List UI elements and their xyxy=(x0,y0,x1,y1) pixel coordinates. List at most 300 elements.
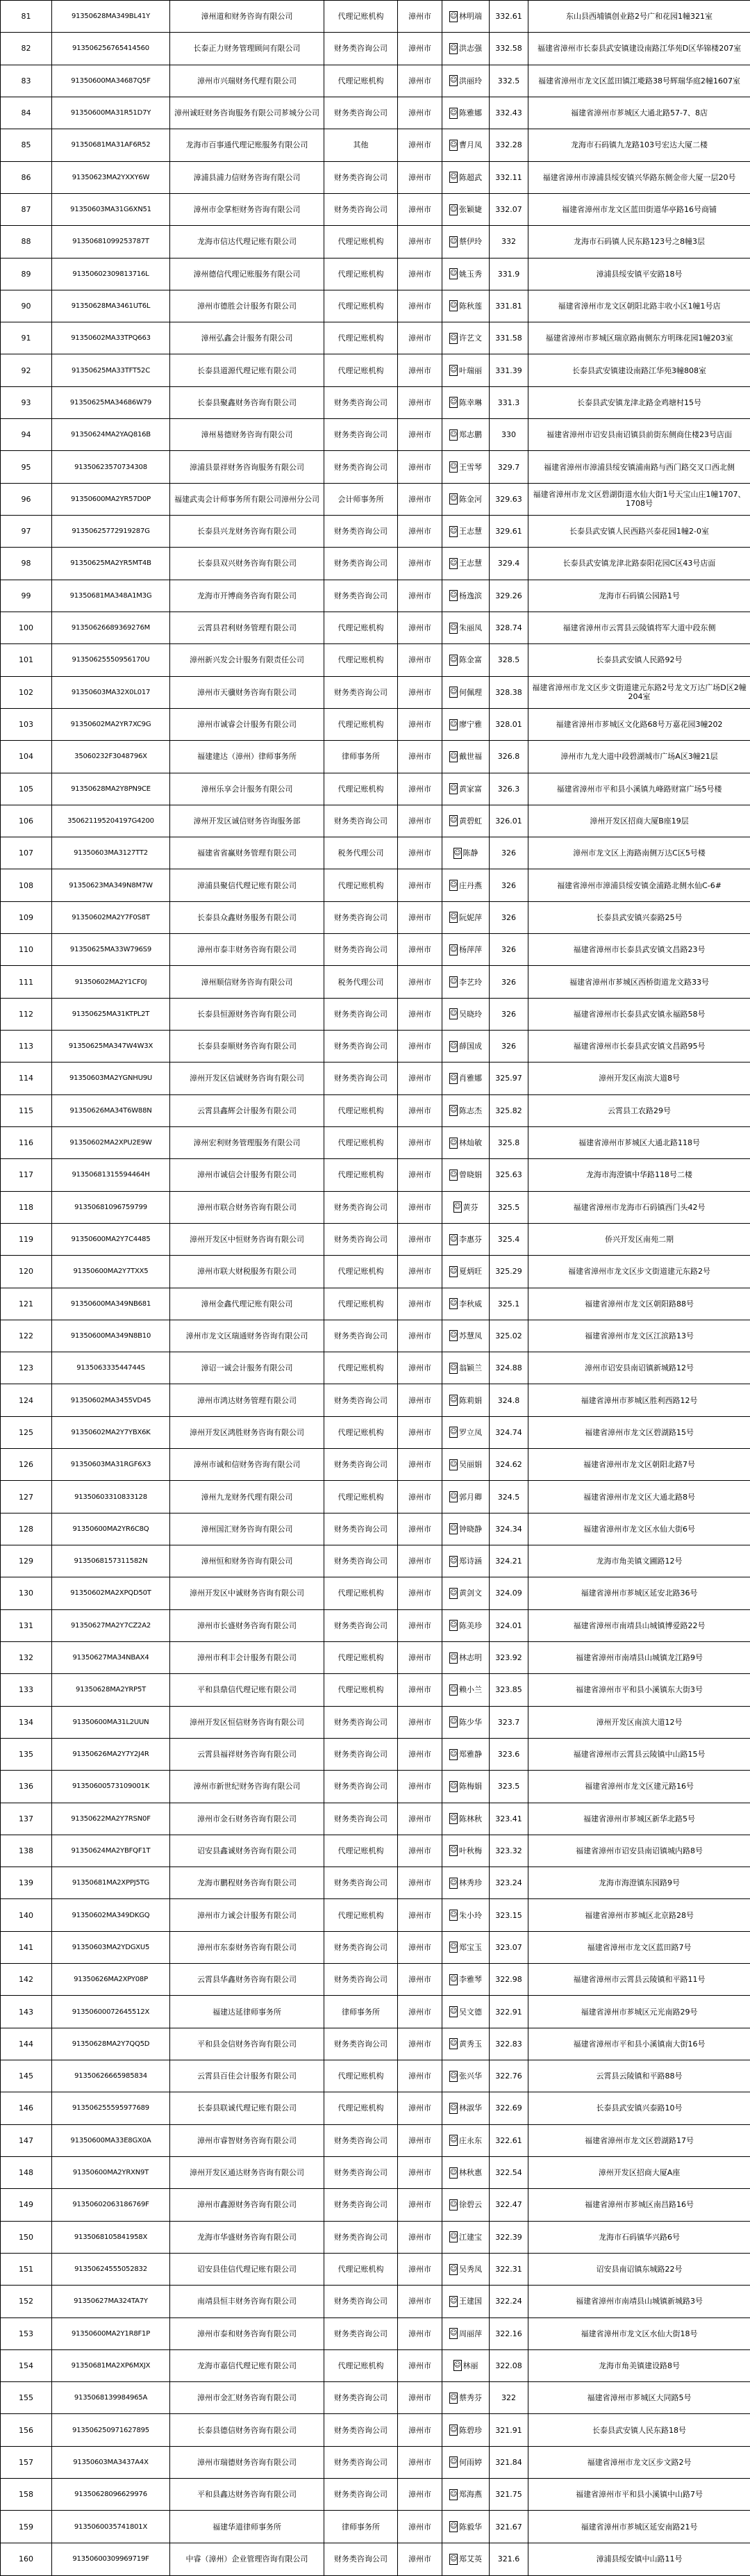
legal-rep-cell xyxy=(442,97,490,129)
row-index-cell: 82 xyxy=(1,33,52,65)
score-cell: 326 xyxy=(490,966,528,998)
org-name-cell: 平和县鑫达财务咨询有限公司 xyxy=(170,2479,324,2511)
row-index-cell: 113 xyxy=(1,1031,52,1063)
credit-code-cell: 91350681MA2XPPJ5TG xyxy=(52,1867,170,1899)
table-row xyxy=(1,193,750,225)
portrait-icon: ☺ xyxy=(449,140,458,151)
legal-rep-name: 陈秋莲 xyxy=(459,301,482,311)
org-name-cell: 漳州宏利财务管理服务有限公司 xyxy=(170,1126,324,1158)
org-name-cell: 漳州市龙文区瑞通财务咨询有限公司 xyxy=(170,1320,324,1352)
legal-rep-name: 庄丹燕 xyxy=(459,880,482,890)
org-name-cell: 龙海市信达代理记账有限公司 xyxy=(170,226,324,258)
table-row xyxy=(1,741,750,773)
legal-rep-wrapper xyxy=(442,1427,489,1438)
portrait-icon: ☺ xyxy=(449,719,458,730)
address-cell: 漳州市诏安县南诏镇新城路12号 xyxy=(528,1352,750,1384)
legal-rep-name: 黄秀玉 xyxy=(459,2039,482,2049)
table-row xyxy=(1,2511,750,2543)
legal-rep-cell xyxy=(442,419,490,451)
city-cell: 漳州市 xyxy=(398,1449,442,1481)
legal-rep-cell xyxy=(442,1031,490,1063)
address-cell: 漳州开发区招商大厦B座19层 xyxy=(528,805,750,837)
credit-code-cell: 91350600MA2YR6C8Q xyxy=(52,1513,170,1545)
row-index-cell: 159 xyxy=(1,2511,52,2543)
legal-rep-name: 姚玉秀 xyxy=(459,269,482,279)
org-name-cell: 漳州市德胜会计服务有限公司 xyxy=(170,290,324,322)
score-cell: 322.16 xyxy=(490,2317,528,2349)
portrait-icon: ☺ xyxy=(449,1523,458,1534)
table-body xyxy=(1,1,750,2576)
legal-rep-wrapper xyxy=(442,880,489,891)
portrait-icon: ☺ xyxy=(449,751,458,762)
table-row xyxy=(1,1931,750,1963)
portrait-icon: ☺ xyxy=(449,655,458,666)
row-index-cell: 106 xyxy=(1,805,52,837)
city-cell: 漳州市 xyxy=(398,1513,442,1545)
org-name-cell: 福建华道律师事务所 xyxy=(170,2511,324,2543)
org-name-cell: 漳州市新世纪财务咨询有限公司 xyxy=(170,1771,324,1803)
legal-rep-name: 蔡秀芬 xyxy=(459,2393,482,2403)
legal-rep-wrapper xyxy=(442,2360,489,2371)
score-cell: 329.4 xyxy=(490,548,528,580)
credit-code-cell: 91350627MA34NBAX4 xyxy=(52,1641,170,1673)
legal-rep-wrapper xyxy=(442,1910,489,1921)
row-index-cell: 158 xyxy=(1,2479,52,2511)
legal-rep-wrapper xyxy=(442,944,489,955)
score-cell: 326 xyxy=(490,998,528,1030)
legal-rep-wrapper xyxy=(442,2071,489,2082)
portrait-icon: ☺ xyxy=(449,687,458,698)
address-cell: 长泰县武安镇兴泰路25号 xyxy=(528,901,750,933)
table-row xyxy=(1,2317,750,2349)
city-cell: 漳州市 xyxy=(398,193,442,225)
credit-code-cell: 91350622MA2Y7RSN0F xyxy=(52,1803,170,1835)
org-type-cell: 财务类咨询公司 xyxy=(324,386,398,418)
org-name-cell: 龙海市百事通代理记账服务有限公司 xyxy=(170,129,324,161)
row-index-cell: 85 xyxy=(1,129,52,161)
score-cell: 321.67 xyxy=(490,2511,528,2543)
org-type-cell: 财务类咨询公司 xyxy=(324,934,398,966)
row-index-cell: 110 xyxy=(1,934,52,966)
table-row xyxy=(1,1481,750,1513)
table-row xyxy=(1,65,750,97)
table-row xyxy=(1,1771,750,1803)
legal-rep-cell xyxy=(442,1609,490,1641)
address-cell: 漳州开发区招商大厦A座 xyxy=(528,2156,750,2188)
city-cell: 漳州市 xyxy=(398,483,442,515)
org-type-cell: 代理记账机构 xyxy=(324,2349,398,2381)
table-row xyxy=(1,1964,750,1996)
city-cell: 漳州市 xyxy=(398,580,442,612)
address-cell: 福建省漳州市龙文区朝阳路88号 xyxy=(528,1288,750,1320)
legal-rep-wrapper xyxy=(442,1781,489,1792)
score-cell: 323.15 xyxy=(490,1899,528,1931)
legal-rep-cell xyxy=(442,1996,490,2028)
city-cell: 漳州市 xyxy=(398,741,442,773)
portrait-icon: ☺ xyxy=(449,1652,458,1664)
org-type-cell: 代理记账机构 xyxy=(324,65,398,97)
row-index-cell: 111 xyxy=(1,966,52,998)
city-cell: 漳州市 xyxy=(398,419,442,451)
org-type-cell: 财务类咨询公司 xyxy=(324,2221,398,2253)
org-name-cell: 漳州市泰和财务咨询有限公司 xyxy=(170,2317,324,2349)
org-name-cell: 长泰县兴龙财务咨询有限公司 xyxy=(170,516,324,548)
org-name-cell: 长泰正力财务管理顾问有限公司 xyxy=(170,33,324,65)
portrait-icon: ☺ xyxy=(449,783,458,794)
score-cell: 324.8 xyxy=(490,1384,528,1416)
row-index-cell: 146 xyxy=(1,2092,52,2124)
org-name-cell: 漳州开发区诚信财务咨询服务部 xyxy=(170,805,324,837)
portrait-icon: ☺ xyxy=(449,1105,458,1116)
portrait-icon: ☺ xyxy=(449,1620,458,1631)
org-type-cell: 财务类咨询公司 xyxy=(324,2479,398,2511)
legal-rep-cell xyxy=(442,612,490,643)
portrait-icon: ☺ xyxy=(449,1266,458,1277)
city-cell: 漳州市 xyxy=(398,1320,442,1352)
org-type-cell: 财务类咨询公司 xyxy=(324,516,398,548)
portrait-icon: ☺ xyxy=(449,2393,458,2404)
legal-rep-wrapper xyxy=(442,1684,489,1696)
credit-code-cell: 91350628MA2Y8PN9CE xyxy=(52,773,170,805)
row-index-cell: 125 xyxy=(1,1416,52,1448)
legal-rep-cell xyxy=(442,226,490,258)
legal-rep-cell xyxy=(442,2253,490,2285)
row-index-cell: 157 xyxy=(1,2446,52,2478)
legal-rep-wrapper xyxy=(442,623,489,634)
row-index-cell: 114 xyxy=(1,1063,52,1094)
legal-rep-name: 李雅琴 xyxy=(459,1975,482,1985)
credit-code-cell: 350621195204197G4200 xyxy=(52,805,170,837)
table-row xyxy=(1,2349,750,2381)
legal-rep-name: 王雪琴 xyxy=(459,462,482,472)
portrait-icon: ☺ xyxy=(449,1942,458,1953)
org-name-cell: 漳州开发区鸿胜财务咨询有限公司 xyxy=(170,1416,324,1448)
address-cell: 福建省漳州市平和县小溪镇九峰路财富广场5号楼 xyxy=(528,773,750,805)
portrait-icon: ☺ xyxy=(449,300,458,311)
org-name-cell: 福建建达（漳州）律师事务所 xyxy=(170,741,324,773)
legal-rep-wrapper xyxy=(442,461,489,473)
portrait-icon: ☺ xyxy=(449,1813,458,1824)
city-cell: 漳州市 xyxy=(398,1771,442,1803)
org-name-cell: 漳州市诚信会计服务有限公司 xyxy=(170,1159,324,1191)
legal-rep-name: 陈金河 xyxy=(459,494,482,504)
legal-rep-name: 吴晓玲 xyxy=(459,1009,482,1019)
score-cell: 332.5 xyxy=(490,65,528,97)
table-row xyxy=(1,1609,750,1641)
city-cell: 漳州市 xyxy=(398,1063,442,1094)
credit-code-cell: 91350623MA2YXXY6W xyxy=(52,161,170,193)
legal-rep-cell xyxy=(442,322,490,354)
legal-rep-wrapper xyxy=(442,268,489,279)
legal-rep-name: 陈美珍 xyxy=(459,1621,482,1630)
table-row xyxy=(1,1674,750,1706)
table-row xyxy=(1,1416,750,1448)
org-type-cell: 财务类咨询公司 xyxy=(324,1867,398,1899)
address-cell: 漳浦县绥安镇中山路11号 xyxy=(528,2543,750,2575)
portrait-icon: ☺ xyxy=(449,912,458,923)
legal-rep-wrapper xyxy=(442,2199,489,2210)
legal-rep-cell xyxy=(442,386,490,418)
row-index-cell: 151 xyxy=(1,2253,52,2285)
org-type-cell: 代理记账机构 xyxy=(324,1159,398,1191)
row-index-cell: 87 xyxy=(1,193,52,225)
portrait-icon: ☺ xyxy=(449,172,458,183)
row-index-cell: 97 xyxy=(1,516,52,548)
row-index-cell: 139 xyxy=(1,1867,52,1899)
legal-rep-name: 何雨婷 xyxy=(459,2457,482,2467)
org-name-cell: 诏安县鑫诚财务咨询有限公司 xyxy=(170,1835,324,1867)
score-cell: 323.41 xyxy=(490,1803,528,1835)
portrait-icon: ☺ xyxy=(449,2071,458,2082)
address-cell: 福建省漳州市诏安县南诏镇县前街东侧商住楼23号店面 xyxy=(528,419,750,451)
address-cell: 福建省漳州市南靖县山城镇龙江路9号 xyxy=(528,1641,750,1673)
org-name-cell: 漳州市东泰财务咨询有限公司 xyxy=(170,1931,324,1963)
score-cell: 323.32 xyxy=(490,1835,528,1867)
credit-code-cell: 91350600MA349N8B10 xyxy=(52,1320,170,1352)
score-cell: 323.92 xyxy=(490,1641,528,1673)
city-cell: 漳州市 xyxy=(398,129,442,161)
legal-rep-cell xyxy=(442,1191,490,1223)
legal-rep-cell xyxy=(442,1931,490,1963)
legal-rep-name: 郑海燕 xyxy=(459,2490,482,2500)
org-type-cell: 代理记账机构 xyxy=(324,1577,398,1609)
portrait-icon: ☺ xyxy=(449,1234,458,1245)
portrait-icon: ☺ xyxy=(449,204,458,215)
org-name-cell: 漳州市天骥财务咨询有限公司 xyxy=(170,676,324,708)
legal-rep-cell xyxy=(442,2221,490,2253)
city-cell: 漳州市 xyxy=(398,1609,442,1641)
org-name-cell: 漳州市联合财务咨询有限公司 xyxy=(170,1191,324,1223)
table-row xyxy=(1,129,750,161)
credit-code-cell: 91350602MA2XPU2E9W xyxy=(52,1126,170,1158)
credit-code-cell: 91350627MA2Y7CZ2A2 xyxy=(52,1609,170,1641)
city-cell: 漳州市 xyxy=(398,1867,442,1899)
org-type-cell: 财务类咨询公司 xyxy=(324,1609,398,1641)
row-index-cell: 149 xyxy=(1,2189,52,2221)
table-row xyxy=(1,33,750,65)
legal-rep-name: 吴丽娟 xyxy=(459,1460,482,1470)
score-cell: 326 xyxy=(490,901,528,933)
legal-rep-cell xyxy=(442,934,490,966)
city-cell: 漳州市 xyxy=(398,548,442,580)
credit-code-cell: 91350603310833128 xyxy=(52,1481,170,1513)
portrait-icon: ☺ xyxy=(449,11,458,22)
legal-rep-cell xyxy=(442,2511,490,2543)
row-index-cell: 109 xyxy=(1,901,52,933)
city-cell: 漳州市 xyxy=(398,226,442,258)
org-type-cell: 其他 xyxy=(324,129,398,161)
credit-code-cell: 91350602MA33TPQ663 xyxy=(52,322,170,354)
legal-rep-name: 陈莉娟 xyxy=(459,1395,482,1405)
org-name-cell: 长泰县道源代理记账有限公司 xyxy=(170,354,324,386)
table-row xyxy=(1,1288,750,1320)
city-cell: 漳州市 xyxy=(398,644,442,676)
legal-rep-cell xyxy=(442,2156,490,2188)
legal-rep-name: 许艺文 xyxy=(459,334,482,343)
org-name-cell: 长泰县双兴财务咨询有限公司 xyxy=(170,548,324,580)
address-cell: 龙海市石码镇人民东路123号之8幢3层 xyxy=(528,226,750,258)
org-type-cell: 财务类咨询公司 xyxy=(324,451,398,483)
legal-rep-name: 戴世福 xyxy=(459,752,482,762)
city-cell: 漳州市 xyxy=(398,1416,442,1448)
score-cell: 329.26 xyxy=(490,580,528,612)
org-name-cell: 云霄县福祥财务咨询有限公司 xyxy=(170,1738,324,1770)
table-row xyxy=(1,97,750,129)
legal-rep-name: 朱小玲 xyxy=(459,1910,482,1920)
org-type-cell: 代理记账机构 xyxy=(324,1641,398,1673)
score-cell: 326 xyxy=(490,869,528,901)
org-name-cell: 长泰县众鑫财务服务有限公司 xyxy=(170,901,324,933)
address-cell: 福建省漳州市长泰县武安镇永福路58号 xyxy=(528,998,750,1030)
table-row xyxy=(1,1031,750,1063)
legal-rep-name: 陈雅娜 xyxy=(459,108,482,118)
legal-rep-wrapper xyxy=(442,1845,489,1856)
score-cell: 324.74 xyxy=(490,1416,528,1448)
legal-rep-name: 郭月卿 xyxy=(459,1492,482,1502)
org-type-cell: 律师事务所 xyxy=(324,1996,398,2028)
org-type-cell: 财务类咨询公司 xyxy=(324,1031,398,1063)
address-cell: 福建省漳州市漳浦县绥安镇浦南路与西门路交叉口西北侧 xyxy=(528,451,750,483)
score-cell: 330 xyxy=(490,419,528,451)
portrait-icon: ☺ xyxy=(453,1201,462,1213)
score-cell: 322.08 xyxy=(490,2349,528,2381)
address-cell: 福建省漳州市南靖县山城镇博爱路22号 xyxy=(528,1609,750,1641)
row-index-cell: 88 xyxy=(1,226,52,258)
portrait-icon: ☺ xyxy=(453,848,462,859)
table-row xyxy=(1,644,750,676)
credit-code-cell: 91350624MA2YAQ816B xyxy=(52,419,170,451)
credit-code-cell: 91350625MA347W4W3X xyxy=(52,1031,170,1063)
address-cell: 漳州市龙文区上海路南侧万达C区5号楼 xyxy=(528,837,750,869)
legal-rep-cell xyxy=(442,2286,490,2317)
score-cell: 332.07 xyxy=(490,193,528,225)
row-index-cell: 126 xyxy=(1,1449,52,1481)
legal-rep-cell xyxy=(442,966,490,998)
credit-code-cell: 91350681MA2XP6MXJX xyxy=(52,2349,170,2381)
credit-code-cell: 9135068157311582N xyxy=(52,1545,170,1577)
legal-rep-name: 陈毅华 xyxy=(459,2522,482,2532)
city-cell: 漳州市 xyxy=(398,2543,442,2575)
legal-rep-wrapper xyxy=(442,655,489,666)
portrait-icon: ☺ xyxy=(449,1878,458,1889)
legal-rep-cell xyxy=(442,290,490,322)
legal-rep-cell xyxy=(442,483,490,515)
table-row xyxy=(1,2479,750,2511)
table-row xyxy=(1,1577,750,1609)
city-cell: 漳州市 xyxy=(398,2382,442,2414)
legal-rep-cell xyxy=(442,1771,490,1803)
org-name-cell: 漳浦县聚信代理记账有限公司 xyxy=(170,869,324,901)
address-cell: 福建省漳州市芗城区南昌路16号 xyxy=(528,2189,750,2221)
address-cell: 福建省漳州市龙文区蓝田路7号 xyxy=(528,1931,750,1963)
score-cell: 322.76 xyxy=(490,2060,528,2092)
org-name-cell: 漳浦县浦力信财务咨询有限公司 xyxy=(170,161,324,193)
row-index-cell: 160 xyxy=(1,2543,52,2575)
credit-code-cell: 91350602MA2Y1CF0J xyxy=(52,966,170,998)
address-cell: 福建省漳州市平和县小溪镇中山路7号 xyxy=(528,2479,750,2511)
portrait-icon: ☺ xyxy=(449,1138,458,1149)
address-cell: 龙海市海澄镇东园路9号 xyxy=(528,1867,750,1899)
legal-rep-wrapper xyxy=(442,526,489,537)
score-cell: 331.58 xyxy=(490,322,528,354)
row-index-cell: 142 xyxy=(1,1964,52,1996)
legal-rep-cell xyxy=(442,129,490,161)
city-cell: 漳州市 xyxy=(398,97,442,129)
org-type-cell: 代理记账机构 xyxy=(324,322,398,354)
org-type-cell: 财务类咨询公司 xyxy=(324,2382,398,2414)
portrait-icon: ☺ xyxy=(449,1910,458,1921)
table-row xyxy=(1,2543,750,2575)
org-type-cell: 代理记账机构 xyxy=(324,708,398,740)
city-cell: 漳州市 xyxy=(398,1803,442,1835)
portrait-icon: ☺ xyxy=(449,429,458,441)
portrait-icon: ☺ xyxy=(449,236,458,247)
portrait-icon: ☺ xyxy=(449,2135,458,2146)
org-name-cell: 漳州开发区中诚财务咨询有限公司 xyxy=(170,1577,324,1609)
legal-rep-cell xyxy=(442,65,490,97)
table-row xyxy=(1,1867,750,1899)
legal-rep-name: 苏慧凤 xyxy=(459,1331,482,1340)
legal-rep-wrapper xyxy=(442,1138,489,1149)
legal-rep-cell xyxy=(442,676,490,708)
legal-rep-name: 黄碧虹 xyxy=(459,816,482,826)
portrait-icon: ☺ xyxy=(449,1588,458,1599)
address-cell: 福建省漳州市龙文区朝阳北路7号 xyxy=(528,1449,750,1481)
score-cell: 331.39 xyxy=(490,354,528,386)
city-cell: 漳州市 xyxy=(398,2479,442,2511)
legal-rep-name: 李秋威 xyxy=(459,1299,482,1308)
legal-rep-cell xyxy=(442,1416,490,1448)
city-cell: 漳州市 xyxy=(398,1191,442,1223)
legal-rep-wrapper xyxy=(442,1588,489,1599)
legal-rep-cell xyxy=(442,2124,490,2156)
city-cell: 漳州市 xyxy=(398,354,442,386)
org-name-cell: 漳州弘鑫会计服务有限公司 xyxy=(170,322,324,354)
legal-rep-name: 张兴华 xyxy=(459,2072,482,2081)
city-cell: 漳州市 xyxy=(398,33,442,65)
credit-code-cell: 91350623570734308 xyxy=(52,451,170,483)
portrait-icon: ☺ xyxy=(449,1041,458,1052)
legal-rep-wrapper xyxy=(442,1170,489,1181)
credit-code-cell: 91350625MA34686W79 xyxy=(52,386,170,418)
legal-rep-wrapper xyxy=(442,1813,489,1824)
org-type-cell: 代理记账机构 xyxy=(324,290,398,322)
legal-rep-wrapper xyxy=(442,1878,489,1889)
score-cell: 324.21 xyxy=(490,1545,528,1577)
credit-code-cell: 913506255595977689 xyxy=(52,2092,170,2124)
address-cell: 云霄县工农路29号 xyxy=(528,1094,750,1126)
org-type-cell: 财务类咨询公司 xyxy=(324,901,398,933)
portrait-icon: ☺ xyxy=(449,2167,458,2179)
address-cell: 漳州开发区南滨大道12号 xyxy=(528,1706,750,1738)
legal-rep-cell xyxy=(442,1094,490,1126)
score-cell: 322.61 xyxy=(490,2124,528,2156)
org-name-cell: 云霄县百佳会计服务有限公司 xyxy=(170,2060,324,2092)
row-index-cell: 154 xyxy=(1,2349,52,2381)
legal-rep-name: 林志明 xyxy=(459,1653,482,1663)
org-name-cell: 漳州顺信财务咨询有限公司 xyxy=(170,966,324,998)
legal-rep-wrapper xyxy=(442,1523,489,1534)
score-cell: 323.07 xyxy=(490,1931,528,1963)
score-cell: 323.24 xyxy=(490,1867,528,1899)
portrait-icon: ☺ xyxy=(449,2264,458,2275)
legal-rep-cell xyxy=(442,773,490,805)
city-cell: 漳州市 xyxy=(398,2189,442,2221)
address-cell: 福建省漳州市长泰县武安镇建设南路江华苑D区华锦楼207室 xyxy=(528,33,750,65)
org-name-cell: 漳州市鑫源财务咨询有限公司 xyxy=(170,2189,324,2221)
org-name-cell: 漳州易德财务咨询有限公司 xyxy=(170,419,324,451)
row-index-cell: 83 xyxy=(1,65,52,97)
